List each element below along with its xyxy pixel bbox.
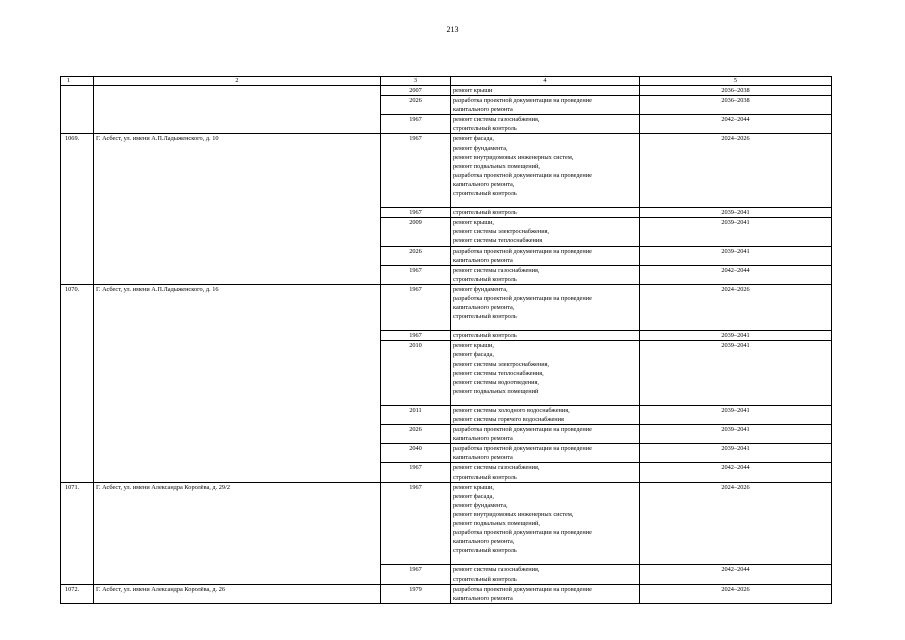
table-row (61, 284, 832, 330)
work-item: разработка проектной документации на проведение (453, 585, 592, 593)
row-number-cell (61, 86, 94, 96)
table-row (61, 96, 832, 115)
works-cell (451, 265, 640, 284)
table-row (61, 115, 832, 134)
row-number-cell (61, 565, 94, 584)
work-item: ремонт фасада, (453, 492, 494, 500)
address-cell: Г. Асбест, ул. имени Александра Королёва, д. 29/2 (94, 482, 381, 565)
work-item: разработка проектной документации на проведение (453, 171, 592, 179)
address-cell (94, 331, 381, 341)
year-cell: 1967 (381, 115, 451, 134)
work-item: разработка проектной документации на проведение (453, 445, 592, 453)
period-cell: 2039–2041 (640, 208, 832, 218)
period-cell: 2042–2044 (640, 565, 832, 584)
works-cell (451, 86, 640, 96)
address-cell (94, 444, 381, 463)
address-cell (94, 246, 381, 265)
row-number-cell (61, 405, 94, 424)
period-cell: 2024–2026 (640, 134, 832, 208)
table-row (61, 482, 832, 565)
work-item: разработка проектной документации на проведение (453, 247, 592, 255)
work-item: строительный контроль (453, 547, 517, 555)
work-item: ремонт системы теплоснабжения (453, 237, 543, 245)
work-item: ремонт фасада, (453, 351, 494, 359)
work-item: разработка проектной документации на проведение (453, 426, 592, 434)
row-number-cell (61, 115, 94, 134)
table-row (61, 265, 832, 284)
table-row (61, 208, 832, 218)
work-item: ремонт фундамента, (453, 144, 508, 152)
works-cell (451, 246, 640, 265)
row-number-cell (61, 218, 94, 246)
row-number-cell: 1071. (61, 482, 94, 565)
address-cell: Г. Асбест, ул. имени А.П.Ладыженского, д. 16 (94, 284, 381, 330)
year-cell: 1979 (381, 584, 451, 603)
period-cell: 2036–2038 (640, 96, 832, 115)
work-item: капитального ремонта, (453, 538, 515, 546)
period-cell: 2024–2026 (640, 584, 832, 603)
works-cell (451, 482, 640, 565)
year-cell: 1967 (381, 565, 451, 584)
header-cell-4: 4 (451, 77, 640, 86)
address-cell (94, 86, 381, 96)
table-body (61, 77, 832, 604)
header-cell-5: 5 (640, 77, 832, 86)
work-item: строительный контроль (453, 209, 517, 217)
header-cell-2: 2 (94, 77, 381, 86)
work-item: строительный контроль (453, 190, 517, 198)
work-item: ремонт системы горячего водоснабжения (453, 416, 564, 423)
address-cell (94, 405, 381, 424)
works-cell (451, 584, 640, 603)
works-cell (451, 425, 640, 444)
header-cell-3: 3 (381, 77, 451, 86)
work-item: строительный контроль (453, 332, 517, 340)
works-cell (451, 218, 640, 246)
year-cell: 2026 (381, 425, 451, 444)
period-cell: 2024–2026 (640, 482, 832, 565)
table-row (61, 341, 832, 406)
works-cell (451, 341, 640, 406)
row-number-cell (61, 463, 94, 482)
address-cell (94, 208, 381, 218)
work-item: капитального ремонта, (453, 304, 515, 312)
works-cell (451, 444, 640, 463)
work-item: строительный контроль (453, 473, 517, 481)
work-item: ремонт фундамента, (453, 285, 508, 293)
address-cell (94, 463, 381, 482)
table-header-row (61, 77, 832, 86)
period-cell: 2036–2038 (640, 86, 832, 96)
work-item: разработка проектной документации на проведение (453, 294, 592, 302)
year-cell: 1967 (381, 134, 451, 208)
year-cell: 1967 (381, 463, 451, 482)
table-row (61, 444, 832, 463)
year-cell: 1967 (381, 284, 451, 330)
works-cell (451, 463, 640, 482)
period-cell: 2039–2041 (640, 425, 832, 444)
table-row (61, 331, 832, 341)
works-cell (451, 331, 640, 341)
period-cell: 2024–2026 (640, 284, 832, 330)
year-cell: 2026 (381, 246, 451, 265)
period-cell: 2039–2041 (640, 341, 832, 406)
period-cell: 2039–2041 (640, 331, 832, 341)
work-item: ремонт системы газоснабжения, (453, 464, 540, 472)
row-number-cell (61, 425, 94, 444)
address-cell: Г. Асбест, ул. имени А.П.Ладыженского, д. 10 (94, 134, 381, 208)
work-item: строительный контроль (453, 313, 517, 321)
year-cell: 2026 (381, 96, 451, 115)
work-item: ремонт подвальных помещений (453, 387, 539, 395)
work-item: ремонт внутридомовых инженерных систем, (453, 510, 574, 518)
table-row (61, 463, 832, 482)
works-cell (451, 96, 640, 115)
repair-schedule-table (60, 76, 832, 604)
year-cell: 2040 (381, 444, 451, 463)
table-row (61, 86, 832, 96)
year-cell: 1967 (381, 208, 451, 218)
work-item: ремонт крыши, (453, 483, 495, 491)
year-cell: 2007 (381, 86, 451, 96)
work-item: ремонт крыши, (453, 342, 495, 350)
row-number-cell: 1069. (61, 134, 94, 208)
work-item: ремонт крыши (453, 87, 493, 94)
work-item: разработка проектной документации на проведение (453, 97, 592, 105)
page-number: 213 (446, 25, 459, 34)
table-row (61, 565, 832, 584)
address-cell (94, 96, 381, 115)
row-number-cell (61, 265, 94, 284)
work-item: ремонт внутридомовых инженерных систем, (453, 153, 574, 161)
cell-spacer (453, 396, 637, 405)
period-cell: 2039–2041 (640, 246, 832, 265)
cell-spacer (453, 198, 637, 207)
table-row (61, 246, 832, 265)
work-item: строительный контроль (453, 275, 517, 283)
work-item: ремонт системы газоснабжения, (453, 266, 540, 274)
table-row (61, 134, 832, 208)
address-cell (94, 115, 381, 134)
address-cell: Г. Асбест, ул. имени Александра Королёва, д. 26 (94, 584, 381, 603)
year-cell: 1967 (381, 265, 451, 284)
table-row (61, 218, 832, 246)
works-cell (451, 115, 640, 134)
year-cell: 2010 (381, 341, 451, 406)
row-number-cell (61, 331, 94, 341)
address-cell (94, 565, 381, 584)
table-row (61, 584, 832, 603)
period-cell: 2042–2044 (640, 463, 832, 482)
year-cell: 2011 (381, 405, 451, 424)
row-number-cell (61, 246, 94, 265)
work-item: ремонт крыши, (453, 219, 495, 227)
work-item: разработка проектной документации на проведение (453, 529, 592, 537)
address-cell (94, 341, 381, 406)
works-cell (451, 565, 640, 584)
header-cell-1: 1 (61, 77, 94, 86)
period-cell: 2039–2041 (640, 444, 832, 463)
work-item: ремонт системы холодного водоснабжения, (453, 406, 570, 414)
work-item: ремонт системы газоснабжения, (453, 566, 540, 574)
row-number-cell (61, 96, 94, 115)
row-number-cell (61, 444, 94, 463)
table-row (61, 405, 832, 424)
period-cell: 2039–2041 (640, 405, 832, 424)
period-cell: 2042–2044 (640, 265, 832, 284)
work-item: капитального ремонта (453, 454, 513, 462)
works-cell (451, 284, 640, 330)
work-item: ремонт системы водоотведения, (453, 378, 539, 386)
cell-spacer (453, 555, 637, 564)
row-number-cell (61, 208, 94, 218)
row-number-cell: 1070. (61, 284, 94, 330)
year-cell: 1967 (381, 482, 451, 565)
work-item: ремонт системы теплоснабжения, (453, 369, 544, 377)
work-item: ремонт фасада, (453, 135, 494, 143)
year-cell: 1967 (381, 331, 451, 341)
address-cell (94, 425, 381, 444)
work-item: строительный контроль (453, 575, 517, 583)
work-item: ремонт системы газоснабжения, (453, 116, 540, 124)
works-cell (451, 134, 640, 208)
work-item: ремонт подвальных помещений, (453, 520, 540, 528)
address-cell (94, 218, 381, 246)
work-item: ремонт подвальных помещений, (453, 162, 540, 170)
work-item: капитального ремонта (453, 106, 513, 114)
period-cell: 2039–2041 (640, 218, 832, 246)
work-item: строительный контроль (453, 125, 517, 133)
row-number-cell (61, 341, 94, 406)
work-item: капитального ремонта (453, 435, 513, 443)
works-cell (451, 405, 640, 424)
address-cell (94, 265, 381, 284)
work-item: капитального ремонта (453, 256, 513, 264)
work-item: капитального ремонта (453, 594, 513, 602)
period-cell: 2042–2044 (640, 115, 832, 134)
work-item: ремонт фундамента, (453, 501, 508, 509)
year-cell: 2009 (381, 218, 451, 246)
row-number-cell: 1072. (61, 584, 94, 603)
works-cell (451, 208, 640, 218)
work-item: капитального ремонта, (453, 180, 515, 188)
work-item: ремонт системы электроснабжения, (453, 228, 550, 236)
cell-spacer (453, 321, 637, 330)
table-row (61, 425, 832, 444)
work-item: ремонт системы электроснабжения, (453, 360, 550, 368)
